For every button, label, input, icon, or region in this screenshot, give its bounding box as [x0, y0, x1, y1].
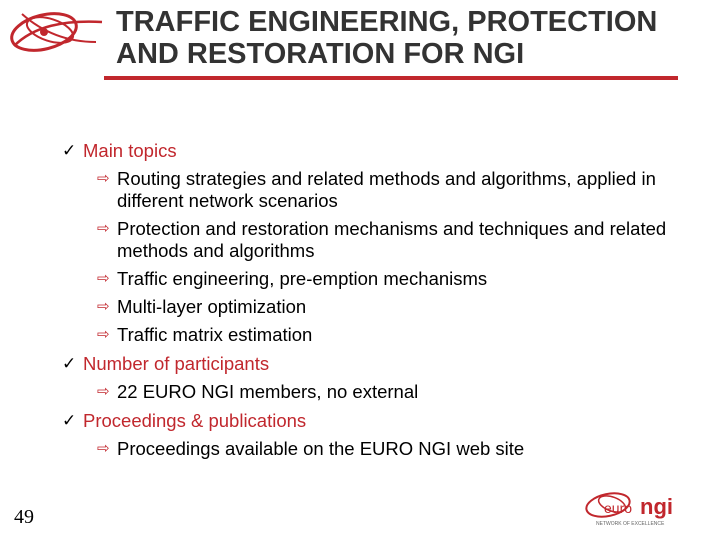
list-item [62, 381, 712, 403]
arrow-right-icon: ⇨ [97, 298, 110, 315]
topic-main-topics [62, 140, 712, 162]
check-icon: ✓ [62, 411, 77, 430]
title-underline [104, 76, 678, 80]
title-line-1: TRAFFIC ENGINEERING, PROTECTION [116, 6, 658, 38]
arrow-right-icon: ⇨ [97, 440, 110, 457]
arrow-right-icon: ⇨ [97, 270, 110, 287]
arrow-right-icon: ⇨ [97, 220, 110, 237]
topic-items [62, 381, 712, 403]
title-line-2: AND RESTORATION FOR NGI [116, 38, 525, 70]
page-number: 49 [14, 506, 34, 528]
logo-word-ngi: ngi [640, 494, 673, 519]
check-icon: ✓ [62, 141, 77, 160]
list-item-text: Traffic matrix estimation [117, 324, 313, 345]
arrow-right-icon: ⇨ [97, 170, 110, 187]
topic-proceedings-publications [62, 410, 712, 432]
list-item [62, 438, 712, 460]
list-item-text: Traffic engineering, pre-emption mechanisms [117, 268, 488, 289]
logo-word-euro: euro [604, 500, 633, 516]
arrow-right-icon: ⇨ [97, 326, 110, 343]
list-item-text: 22 EURO NGI members, no external [117, 381, 419, 402]
topic-number-of-participants [62, 353, 712, 375]
list-item-text: Proceedings available on the EURO NGI web site [117, 438, 525, 459]
slide-content [62, 140, 712, 460]
euro-ngi-logo [582, 487, 690, 529]
euro-ngi-swirl-logo [4, 2, 112, 60]
topic-label: Proceedings & publications [83, 410, 307, 431]
list-item [62, 168, 712, 212]
list-item [62, 218, 712, 262]
list-item [62, 324, 712, 346]
list-item [62, 268, 712, 290]
check-icon: ✓ [62, 354, 77, 373]
arrow-right-icon: ⇨ [97, 383, 110, 400]
topic-label: Main topics [83, 140, 177, 161]
list-item-text: Routing strategies and related methods and algorithms, applied in different network scenarios [117, 168, 656, 211]
topic-label: Number of participants [83, 353, 270, 374]
list-item-text: Multi-layer optimization [117, 296, 307, 317]
list-item-text: Protection and restoration mechanisms and techniques and related methods and algorithms [117, 218, 667, 261]
slide-title [116, 6, 716, 70]
list-item [62, 296, 712, 318]
logo-tagline: NETWORK OF EXCELLENCE [596, 521, 665, 527]
topic-items [62, 438, 712, 460]
topic-items [62, 168, 712, 346]
